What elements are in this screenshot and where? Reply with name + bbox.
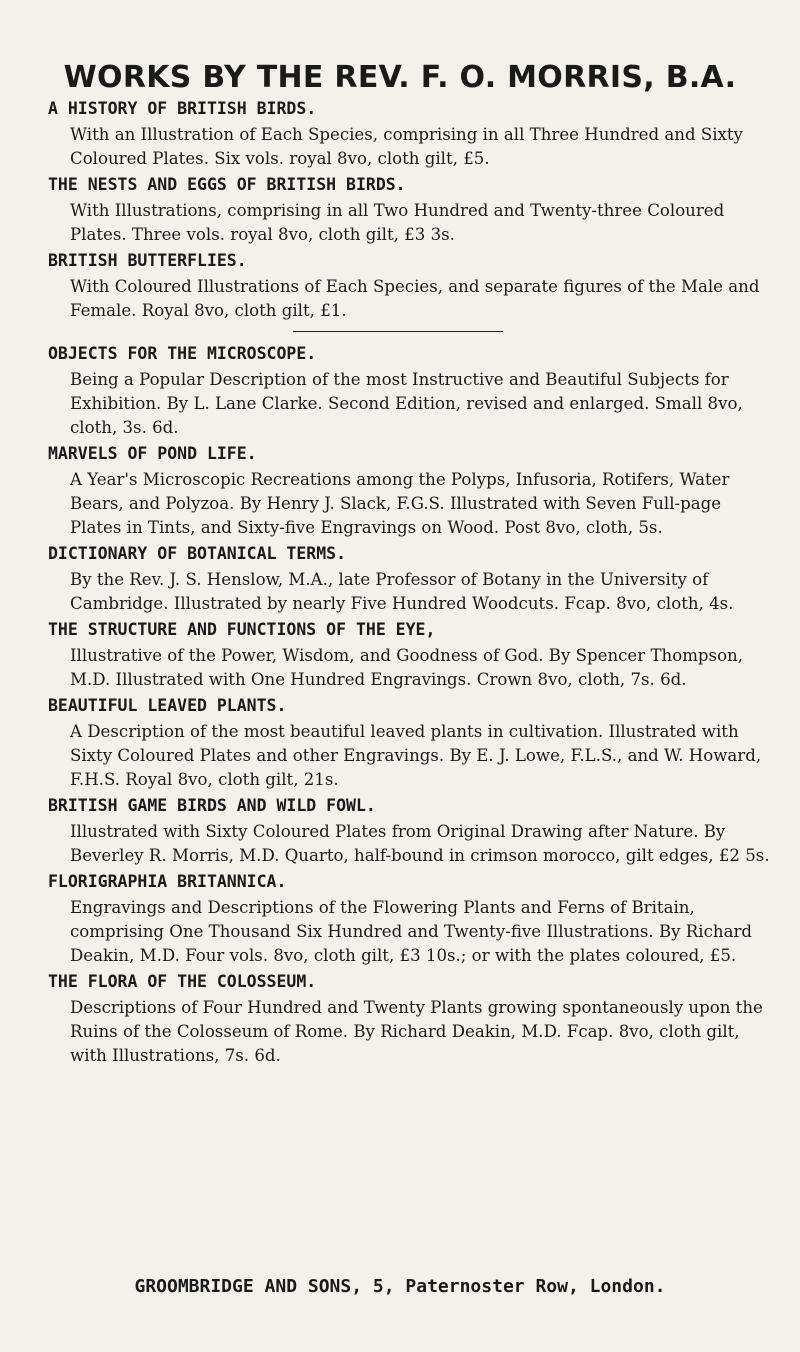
list-item [48, 792, 772, 868]
entry-title: FLORIGRAPHIA BRITANNICA. [48, 872, 287, 891]
entry-description: Descriptions of Four Hundred and Twenty Plants growing spontaneously upon the Ruins of the Colosseum of Rome. By Richard Deakin, M.D. Fcap. 8vo, cloth gilt, with Illustrations, 7s. 6d. [70, 998, 763, 1065]
entry-title: THE STRUCTURE AND FUNCTIONS OF THE EYE, [48, 620, 436, 639]
entry-description: Illustrated with Sixty Coloured Plates from Original Drawing after Nature. By Beverley R. Morris, M.D. Quarto, half-bound in crimson morocco, gilt edges, £2 5s. [70, 822, 770, 865]
entry-description: Being a Popular Description of the most Instructive and Beautiful Subjects for Exhibition. By L. Lane Clarke. Second Edition, revised and enlarged. Small 8vo, cloth, 3s. 6d. [70, 370, 743, 437]
list-item [48, 440, 772, 540]
entry-title: A HISTORY OF BRITISH BIRDS. [48, 99, 317, 118]
entry-title: MARVELS OF POND LIFE. [48, 444, 257, 463]
entry-title: DICTIONARY OF BOTANICAL TERMS. [48, 544, 347, 563]
list-item [48, 171, 772, 247]
entry-title: OBJECTS FOR THE MICROSCOPE. [48, 344, 317, 363]
page-title: WORKS BY THE REV. F. O. MORRIS, B.A. [63, 60, 737, 95]
catalogue-list [48, 95, 772, 1068]
entry-description: With an Illustration of Each Species, comprising in all Three Hundred and Sixty Coloured Plates. Six vols. royal 8vo, cloth gilt, £5. [70, 125, 743, 168]
entry-description: With Illustrations, comprising in all Two Hundred and Twenty-three Coloured Plates. Three vols. royal 8vo, cloth gilt, £3 3s. [70, 201, 725, 244]
list-item [48, 247, 772, 323]
entry-description: A Year's Microscopic Recreations among the Polyps, Infusoria, Rotifers, Water Bears, and Polyzoa. By Henry J. Slack, F.G.S. Illustrated with Seven Full-page Plates in Tints, and Sixty-five Engravings on Wood. Post 8vo, cloth, 5s. [70, 470, 730, 537]
entry-title: THE FLORA OF THE COLOSSEUM. [48, 972, 317, 991]
entry-title: THE NESTS AND EGGS OF BRITISH BIRDS. [48, 175, 406, 194]
entry-description: Engravings and Descriptions of the Flowering Plants and Ferns of Britain, comprising One Thousand Six Hundred and Twenty-five Illustrations. By Richard Deakin, M.D. Four vols. 8vo, cloth gilt, £3 10s.; or with the plates coloured, £5. [70, 898, 753, 965]
entry-description: A Description of the most beautiful leaved plants in cultivation. Illustrated with Sixty Coloured Plates and other Engravings. By E. J. Lowe, F.L.S., and W. Howard, F.H.S. Royal 8vo, cloth gilt, 21s. [70, 722, 762, 789]
list-item [48, 95, 772, 171]
list-item [48, 968, 772, 1068]
list-item [48, 540, 772, 616]
entry-title: BRITISH GAME BIRDS AND WILD FOWL. [48, 796, 376, 815]
list-item [48, 692, 772, 792]
section-divider [293, 331, 503, 332]
list-item [48, 868, 772, 968]
entry-title: BEAUTIFUL LEAVED PLANTS. [48, 696, 287, 715]
entry-description: With Coloured Illustrations of Each Species, and separate figures of the Male and Female. Royal 8vo, cloth gilt, £1. [70, 277, 760, 320]
publisher-imprint: GROOMBRIDGE AND SONS, 5, Paternoster Row, London. [134, 1276, 666, 1297]
entry-description: By the Rev. J. S. Henslow, M.A., late Professor of Botany in the University of Cambridge. Illustrated by nearly Five Hundred Woodcuts. Fcap. 8vo, cloth, 4s. [70, 570, 734, 613]
list-item [48, 340, 772, 440]
entry-title: BRITISH BUTTERFLIES. [48, 251, 247, 270]
list-item [48, 616, 772, 692]
entry-description: Illustrative of the Power, Wisdom, and Goodness of God. By Spencer Thompson, M.D. Illustrated with One Hundred Engravings. Crown 8vo, cloth, 7s. 6d. [70, 646, 744, 689]
